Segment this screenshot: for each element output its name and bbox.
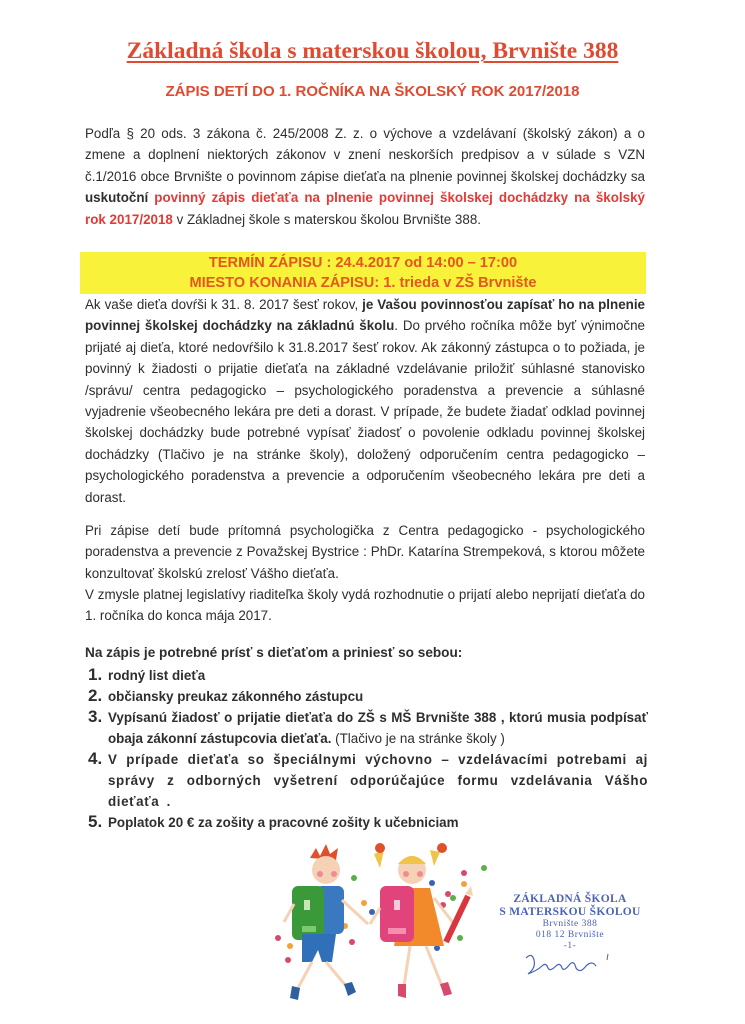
list-text: Poplatok 20 € za zošity a pracovné zošity k učebniciam bbox=[108, 815, 459, 830]
enrollment-heading: ZÁPIS DETÍ DO 1. ROČNÍKA NA ŠKOLSKÝ ROK 2017/2018 bbox=[165, 83, 580, 100]
signature bbox=[522, 950, 617, 978]
decision-paragraph: V zmysle platnej legislatívy riaditeľka školy vydá rozhodnutie o prijatí alebo neprijatí dieťaťa do 1. ročníka do konca mája 2017. bbox=[85, 587, 645, 624]
intro-red-emphasis: povinný zápis dieťaťa na plnenie povinnej školskej dochádzky na školský rok 2017/2018 bbox=[85, 190, 645, 227]
list-number: 2. bbox=[88, 686, 103, 705]
school-stamp bbox=[480, 893, 660, 952]
intro-text: Podľa § 20 ods. 3 zákona č. 245/2008 Z. z. o výchove a vzdelávaní (školský zákon) a o zmene a doplnení niektorých zákonov v znení neskorších predpisov a v súlade s VZN č.1/2016 obce Brvnište o povinnom zápise dieťaťa na plnenie povinnej školskej dochádzky sa bbox=[85, 126, 645, 184]
enrollment-term: TERMÍN ZÁPISU : 24.4.2017 od 14:00 – 17:00 bbox=[208, 255, 518, 271]
list-item bbox=[88, 707, 648, 749]
stamp-line-4: 018 12 Brvnište bbox=[535, 930, 605, 940]
psychologist-paragraph: Pri zápise detí bude prítomná psychologička z Centra pedagogicko - psychologického poradenstva a prevencie z Považskej Bystrice : PhDr. Katarína Strempeková, s ktorou môžete konzultovať školskú zrelosť Vášho dieťaťa. bbox=[85, 523, 645, 581]
list-number: 1. bbox=[88, 665, 103, 684]
list-item bbox=[88, 665, 648, 686]
obligation-text: Ak vaše dieťa dovŕši k 31. 8. 2017 šesť rokov, bbox=[85, 297, 363, 312]
enrollment-place: MIESTO KONANIA ZÁPISU: 1. trieda v ZŠ Brvnište bbox=[189, 275, 537, 291]
girl-figure bbox=[370, 843, 473, 998]
intro-text-after: v Základnej škole s materskou školou Brvnište 388. bbox=[172, 211, 481, 227]
children-illustration bbox=[272, 838, 490, 1008]
obligation-paragraph bbox=[85, 294, 645, 508]
list-text: občiansky preukaz zákonného zástupcu bbox=[108, 689, 364, 704]
school-title: Základná škola s materskou školou, Brvnište 388 bbox=[126, 38, 619, 64]
list-item bbox=[88, 749, 648, 812]
requirements-list bbox=[88, 665, 648, 833]
stamp-line-3: Brvnište 388 bbox=[542, 919, 598, 929]
list-text: Vypísanú žiadosť o prijatie dieťaťa do ZŠ s MŠ Brvnište 388 , ktorú musia podpísať obaja zákonní zástupcovia dieťaťa. bbox=[108, 710, 648, 746]
list-number: 5. bbox=[88, 812, 103, 831]
legal-basis-paragraph bbox=[85, 123, 645, 230]
list-number: 3. bbox=[88, 707, 103, 726]
obligation-bold: je Vašou povinnosťou zapísať ho na plnenie povinnej školskej dochádzky na základnú školu bbox=[85, 297, 645, 334]
boy-figure bbox=[284, 844, 368, 1000]
list-number: 4. bbox=[88, 749, 103, 768]
obligation-text-after: . Do prvého ročníka môže byť výnimočne prijaté aj dieťa, ktoré nedovŕšilo k 31.8.2017 šesť rokov. Ak zákonný zástupca o to požiada, je povinný k žiadosti o prijatie dieťaťa na základné vzdelávanie priložiť súhlasné stanovisko /správu/ centra pedagogicko – psychologického poradenstva a prevencie a súhlasné vyjadrenie všeobecného lekára pre deti a dorast. V prípade, že budete žiadať odklad povinnej školskej dochádzky bude potrebné vypísať žiadosť o povolenie odkladu povinnej školskej dochádzky (Tlačivo je na stránke školy), doložený odporučením centra pedagogicko – psychologického poradenstva a prevencie a odporučením všeobecného lekára pre deti a dorast. bbox=[85, 318, 645, 505]
intro-bold: uskutoční bbox=[85, 190, 149, 206]
list-item bbox=[88, 686, 648, 707]
enrollment-date-highlight bbox=[80, 252, 646, 294]
list-text: rodný list dieťa bbox=[108, 668, 206, 683]
stamp-line-5: -1- bbox=[563, 941, 577, 951]
requirements-intro: Na zápis je potrebné prísť s dieťaťom a priniesť so sebou: bbox=[85, 645, 463, 660]
stamp-line-1: ZÁKLADNÁ ŠKOLA bbox=[513, 893, 627, 905]
stamp-line-2: S MATERSKOU ŠKOLOU bbox=[499, 906, 641, 918]
list-note: (Tlačivo je na stránke školy ) bbox=[331, 731, 505, 746]
list-text: V prípade dieťaťa so špeciálnymi výchovno – vzdelávacími potrebami aj správy z odborných vyšetrení odporúčajúce formu vzdelávania Vášho dieťaťa . bbox=[108, 752, 648, 809]
list-item bbox=[88, 812, 648, 833]
